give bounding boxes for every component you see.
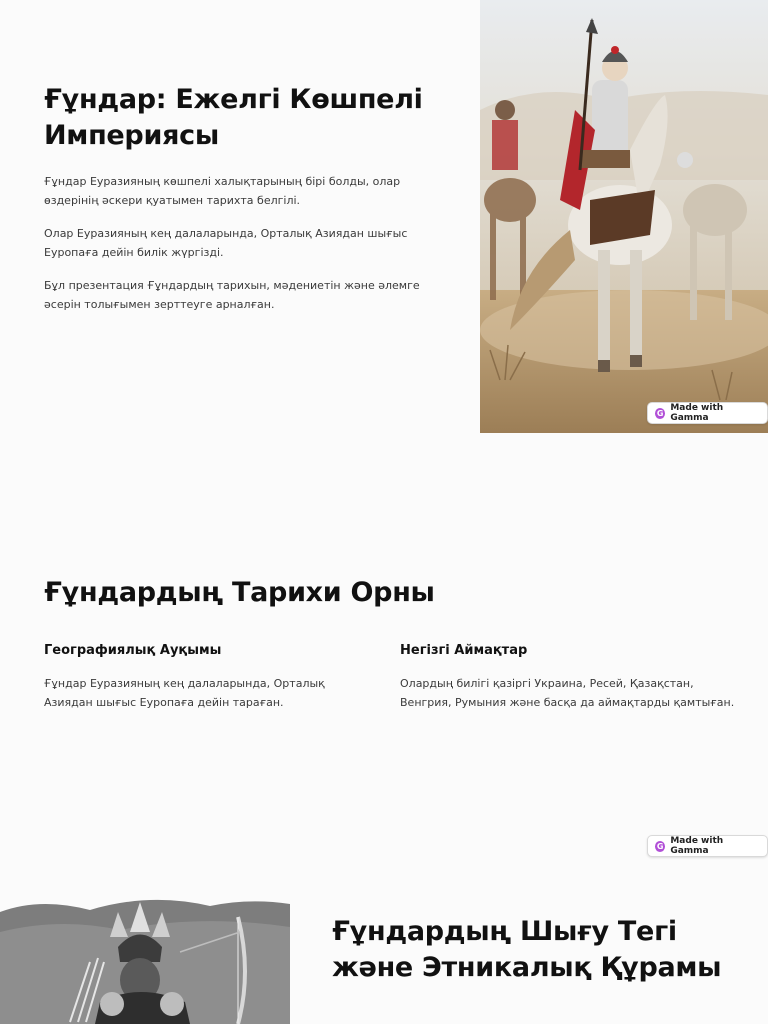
- column-heading: Негізгі Аймақтар: [400, 643, 528, 658]
- column-heading: Географиялық Ауқымы: [44, 643, 222, 658]
- slide-title: Ғұндардың Шығу Тегі және Этникалық Құрамы: [332, 916, 722, 983]
- gamma-logo-icon: G: [656, 841, 664, 851]
- slide-historical-place: [0, 450, 768, 840]
- armored-warrior-image: [0, 892, 290, 1024]
- made-with-gamma-badge[interactable]: [647, 402, 768, 424]
- badge-label: Made with Gamma: [670, 836, 724, 856]
- slide-origins: [0, 860, 768, 1024]
- horse-warriors-image: [480, 0, 768, 433]
- intro-paragraph: Бұл презентация Ғұндардың тарихын, мәдениетін және әлемге әсерін толығымен зерттеуге арналған.: [44, 279, 420, 311]
- slide-title: Ғұндардың Тарихи Орны: [44, 577, 435, 608]
- intro-paragraph: Олар Еуразияның кең далаларында, Орталық Азиядан шығыс Еуропаға дейін билік жүргізді.: [44, 227, 408, 259]
- made-with-gamma-badge[interactable]: [647, 835, 768, 857]
- slide-title: Ғұндар: Ежелгі Көшпелі Империясы: [44, 84, 423, 151]
- gamma-logo-icon: G: [656, 408, 664, 418]
- column-text: Олардың билігі қазіргі Украина, Ресей, Қазақстан, Венгрия, Румыния және басқа да аймақтарды қамтыған.: [400, 677, 735, 709]
- column-text: Ғұндар Еуразияның кең далаларында, Орталық Азиядан шығыс Еуропаға дейін тараған.: [44, 677, 325, 709]
- badge-label: Made with Gamma: [670, 403, 724, 423]
- slide-intro: [0, 0, 768, 433]
- intro-paragraph: Ғұндар Еуразияның көшпелі халықтарының бірі болды, олар өздерінің әскери қуатымен тарихта белгілі.: [44, 175, 401, 207]
